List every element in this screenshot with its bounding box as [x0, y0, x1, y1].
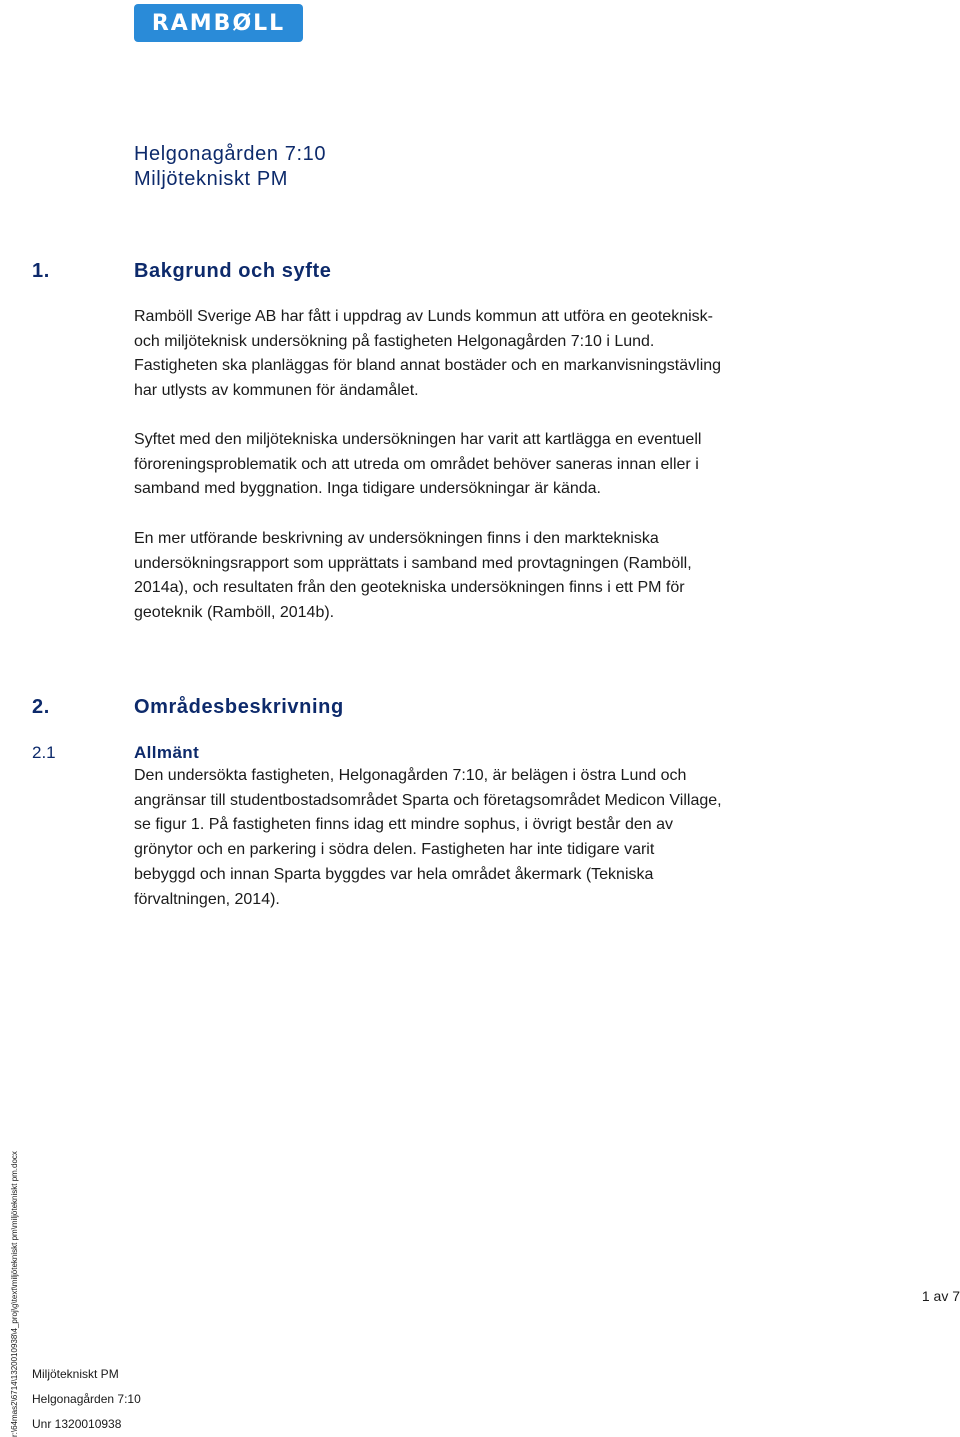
paragraph-references [134, 527, 854, 626]
text-line: grönytor och en parkering i södra delen. Fastigheten har inte tidigare varit [134, 841, 655, 859]
text-line: Fastigheten ska planläggas för bland annat bostäder och en markanvisningstävling [134, 357, 722, 375]
section-title: Bakgrund och syfte [134, 260, 332, 282]
footer-unr: Unr 1320010938 [32, 1417, 122, 1431]
text-line: se figur 1. På fastigheten finns idag ett mindre sophus, i övrigt består den av [134, 816, 673, 834]
document-title-property: Helgonagården 7:10 [134, 143, 327, 165]
text-line: geoteknik (Ramböll, 2014b). [134, 604, 335, 622]
paragraph-purpose [134, 428, 854, 502]
section-number: 2. [32, 696, 50, 718]
paragraph-general [134, 764, 854, 912]
ramboll-logo: RAMBØLL [134, 4, 303, 42]
text-line: undersökningsrapport som upprättats i samband med provtagningen (Ramböll, [134, 554, 692, 572]
footer-doc-type: Miljötekniskt PM [32, 1367, 119, 1381]
document-title-type: Miljötekniskt PM [134, 168, 289, 190]
text-line: bebyggd och innan Sparta byggdes var hela området åkermark (Tekniska [134, 865, 654, 883]
text-line: Syftet med den miljötekniska undersökningen har varit att kartlägga en eventuell [134, 431, 702, 448]
section-title: Områdesbeskrivning [134, 696, 344, 718]
text-line: 2014a), och resultaten från den geotekniska undersökningen finns i ett PM för [134, 579, 685, 597]
page-number: 1 av 7 [921, 1288, 960, 1304]
file-path: r:\64mas2\6714\1320010938\4_proj\g\text\miljötekniskt pm\miljötekniskt pm.docx [10, 1151, 19, 1437]
text-line: Ramböll Sverige AB har fått i uppdrag av Lunds kommun att utföra en geoteknisk- [134, 308, 713, 325]
text-line: och miljöteknisk undersökning på fastigheten Helgonagården 7:10 i Lund. [134, 332, 655, 350]
subsection-number: 2.1 [32, 743, 56, 762]
text-line: samband med byggnation. Inga tidigare undersökningar är kända. [134, 480, 601, 498]
text-line: förvaltningen, 2014). [134, 890, 280, 908]
text-line: har utlysts av kommunen för ändamålet. [134, 382, 419, 400]
subsection-title: Allmänt [134, 743, 200, 762]
footer-property: Helgonagården 7:10 [32, 1392, 141, 1406]
text-line: angränsar till studentbostadsområdet Sparta och företagsområdet Medicon Village, [134, 791, 722, 809]
section-number: 1. [32, 260, 50, 282]
text-line: Den undersökta fastigheten, Helgonagården 7:10, är belägen i östra Lund och [134, 767, 687, 784]
text-line: En mer utförande beskrivning av undersökningen finns i den marktekniska [134, 530, 659, 547]
paragraph-background [134, 305, 854, 404]
text-line: föroreningsproblematik och att utreda om området behöver saneras innan eller i [134, 455, 699, 473]
document-title [134, 142, 326, 192]
